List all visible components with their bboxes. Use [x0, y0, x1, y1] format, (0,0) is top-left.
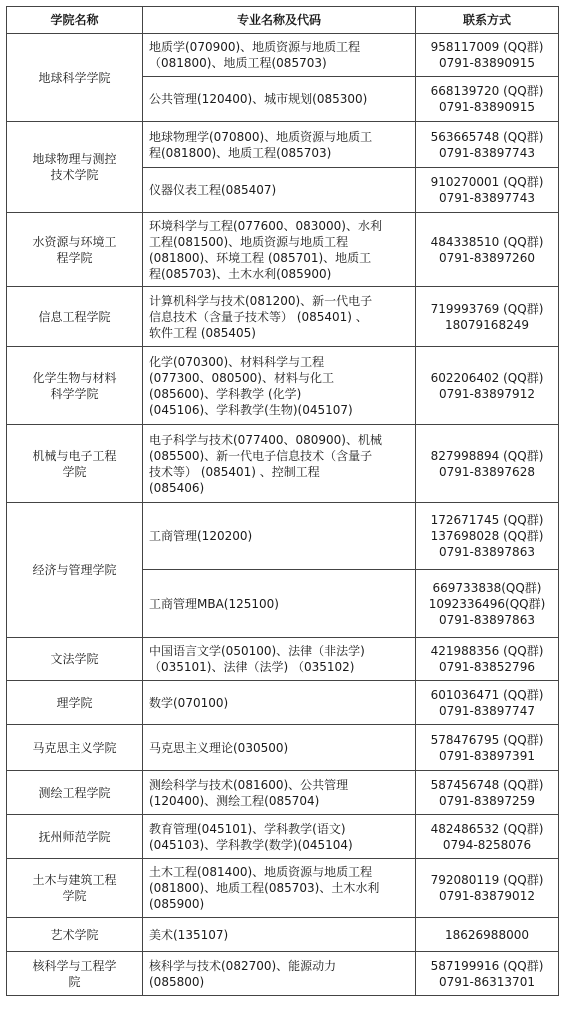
contact-line: 0791-83897747 [439, 703, 535, 718]
college-name-cell [7, 503, 143, 638]
college-name-cell [7, 425, 143, 503]
contact-line: 587199916 (QQ群) [430, 958, 544, 973]
college-name-cell [7, 918, 143, 952]
table-row [7, 638, 559, 681]
table-row [7, 503, 559, 570]
table-row [7, 771, 559, 815]
header-contact: 联系方式 [416, 7, 559, 34]
table-row [7, 122, 559, 168]
college-name: 化学生物与材料 [32, 370, 117, 385]
major-line: 软件工程 (085405) [149, 325, 256, 340]
college-name: 信息工程学院 [38, 309, 111, 324]
major-line: (045106)、学科教学(生物)(045107) [149, 402, 353, 417]
college-name-cell [7, 638, 143, 681]
contact-cell [416, 859, 559, 918]
major-cell [143, 122, 416, 168]
major-line: 程(085703)、土木水利(085900) [149, 266, 332, 281]
major-cell [143, 213, 416, 287]
college-name-cell [7, 859, 143, 918]
major-line: (045103)、学科教学(数学)(045104) [149, 837, 353, 852]
contact-cell [416, 952, 559, 996]
contact-cell [416, 122, 559, 168]
major-cell [143, 425, 416, 503]
college-name: 理学院 [56, 695, 93, 710]
contact-line: 0791-83897260 [439, 250, 535, 265]
college-name: 马克思主义学院 [32, 740, 117, 755]
college-name: 院 [68, 974, 81, 989]
major-line: (081800)、地质工程(085703)、土木水利 [149, 881, 380, 895]
contact-cell [416, 34, 559, 77]
major-line: (081800)、环境工程 (085701)、地质工 [149, 250, 372, 265]
major-line: 环境科学与工程(077600、083000)、水利 [149, 218, 382, 233]
contact-line: 910270001 (QQ群) [430, 175, 544, 189]
table-row [7, 347, 559, 425]
contact-line: 958117009 (QQ群) [430, 40, 544, 54]
contact-line: 827998894 (QQ群) [430, 448, 544, 463]
major-cell [143, 859, 416, 918]
major-line: (077300、080500)、材料与化工 [149, 370, 334, 385]
major-cell [143, 168, 416, 213]
contact-cell [416, 77, 559, 122]
college-name: 程学院 [56, 250, 93, 265]
college-name-cell [7, 681, 143, 725]
major-cell [143, 815, 416, 859]
major-line: 信息技术（含量子技术等） (085401) 、 [149, 309, 368, 324]
college-name-cell [7, 122, 143, 213]
table-row [7, 681, 559, 725]
major-line: （035101)、法律（法学) （035102) [149, 660, 355, 674]
table-row [7, 815, 559, 859]
college-name-cell [7, 213, 143, 287]
contact-cell [416, 681, 559, 725]
college-name: 核科学与工程学 [32, 958, 117, 973]
college-name: 地球科学学院 [38, 70, 111, 85]
contact-line: 578476795 (QQ群) [430, 732, 544, 747]
college-name-cell [7, 725, 143, 771]
contact-line: 563665748 (QQ群) [430, 129, 544, 144]
college-name: 学院 [62, 464, 87, 479]
college-name-cell [7, 771, 143, 815]
college-name-cell [7, 347, 143, 425]
major-line: 工商管理MBA(125100) [149, 596, 279, 611]
major-cell [143, 570, 416, 638]
major-line: 测绘科学与技术(081600)、公共管理 [149, 777, 349, 792]
college-name: 技术学院 [50, 168, 99, 182]
major-line: 地质学(070900)、地质资源与地质工程 [149, 40, 361, 54]
contact-cell [416, 815, 559, 859]
major-cell [143, 681, 416, 725]
contact-line: 18079168249 [445, 317, 529, 332]
college-name-cell [7, 952, 143, 996]
college-name: 测绘工程学院 [38, 785, 111, 800]
contact-line: 0791-86313701 [439, 974, 535, 989]
major-line: 地球物理学(070800)、地质资源与地质工 [149, 129, 373, 144]
contact-line: 0791-83897743 [439, 145, 535, 160]
major-line: 化学(070300)、材料科学与工程 [149, 354, 325, 369]
major-line: (085600)、学科教学 (化学) [149, 386, 302, 401]
major-line: 计算机科学与技术(081200)、新一代电子 [149, 293, 373, 308]
contact-line: 0791-83879012 [439, 889, 535, 903]
major-line: 核科学与技术(082700)、能源动力 [149, 958, 337, 973]
table-row [7, 859, 559, 918]
header-college: 学院名称 [7, 7, 143, 34]
college-name: 科学学院 [50, 386, 99, 401]
contact-cell [416, 425, 559, 503]
major-line: 美术(135107) [149, 927, 229, 942]
contact-line: 0791-83897863 [439, 545, 535, 559]
major-line: 工程(081500)、地质资源与地质工程 [149, 234, 349, 249]
major-line: 电子科学与技术(077400、080900)、机械 [149, 432, 382, 447]
contact-cell [416, 570, 559, 638]
major-cell [143, 638, 416, 681]
major-line: 中国语言文学(050100)、法律（非法学) [149, 644, 365, 658]
major-line: （081800)、地质工程(085703) [149, 56, 327, 70]
college-contact-table [6, 6, 559, 996]
contact-cell [416, 725, 559, 771]
table-row [7, 34, 559, 77]
major-line: 教育管理(045101)、学科教学(语文) [149, 821, 346, 836]
contact-line: 669733838(QQ群) [432, 580, 542, 595]
contact-line: 0791-83897391 [439, 748, 535, 763]
major-line: (120400)、测绘工程(085704) [149, 793, 320, 808]
major-line: 土木工程(081400)、地质资源与地质工程 [149, 865, 373, 879]
contact-line: 482486532 (QQ群) [430, 821, 544, 836]
college-name: 学院 [62, 889, 87, 903]
contact-line: 0791-83897912 [439, 386, 535, 401]
contact-cell [416, 347, 559, 425]
contact-line: 0791-83897259 [439, 793, 535, 808]
college-name-cell [7, 287, 143, 347]
major-line: 仪器仪表工程(085407) [149, 183, 277, 197]
contact-line: 668139720 (QQ群) [430, 84, 544, 98]
major-line: 工商管理(120200) [149, 529, 253, 543]
contact-line: 0794-8258076 [442, 837, 532, 852]
college-name-cell [7, 815, 143, 859]
major-cell [143, 771, 416, 815]
college-name: 水资源与环境工 [32, 234, 117, 249]
major-line: (085900) [149, 897, 205, 911]
major-line: 技术等） (085401) 、控制工程 [149, 464, 320, 479]
major-line: 马克思主义理论(030500) [149, 740, 289, 755]
major-cell [143, 347, 416, 425]
contact-line: 719993769 (QQ群) [430, 301, 544, 316]
header-major: 专业名称及代码 [143, 7, 416, 34]
college-name: 经济与管理学院 [32, 563, 117, 577]
contact-line: 0791-83890915 [439, 100, 535, 114]
major-cell [143, 952, 416, 996]
contact-line: 484338510 (QQ群) [430, 234, 544, 249]
contact-cell [416, 503, 559, 570]
contact-line: 137698028 (QQ群) [430, 529, 544, 543]
contact-line: 792080119 (QQ群) [430, 873, 544, 887]
major-line: (085500)、新一代电子信息技术（含量子 [149, 448, 373, 463]
major-cell [143, 287, 416, 347]
table-row [7, 213, 559, 287]
major-line: 公共管理(120400)、城市规划(085300) [149, 92, 368, 106]
table-header-row [7, 7, 559, 34]
contact-line: 587456748 (QQ群) [430, 777, 544, 792]
college-name: 抚州师范学院 [38, 829, 111, 844]
table-row [7, 952, 559, 996]
major-line: (085406) [149, 480, 205, 495]
college-name-cell [7, 34, 143, 122]
major-cell [143, 503, 416, 570]
table-row [7, 918, 559, 952]
table-row [7, 725, 559, 771]
contact-cell [416, 213, 559, 287]
contact-line: 1092336496(QQ群) [428, 596, 546, 611]
major-cell [143, 77, 416, 122]
major-cell [143, 725, 416, 771]
contact-line: 421988356 (QQ群) [430, 644, 544, 658]
college-name: 机械与电子工程 [32, 448, 117, 463]
major-cell [143, 918, 416, 952]
college-name: 地球物理与测控 [32, 152, 117, 166]
contact-line: 18626988000 [445, 927, 529, 942]
contact-line: 0791-83897628 [439, 464, 535, 479]
college-name: 艺术学院 [50, 927, 99, 942]
table-row [7, 287, 559, 347]
contact-line: 0791-83852796 [439, 660, 535, 674]
contact-line: 0791-83897743 [439, 191, 535, 205]
contact-cell [416, 638, 559, 681]
contact-line: 0791-83890915 [439, 56, 535, 70]
contact-line: 172671745 (QQ群) [430, 513, 544, 527]
college-name: 土木与建筑工程 [32, 873, 117, 887]
contact-cell [416, 918, 559, 952]
table-row [7, 425, 559, 503]
contact-line: 602206402 (QQ群) [430, 370, 544, 385]
college-name: 文法学院 [50, 652, 99, 666]
major-cell [143, 34, 416, 77]
major-line: 程(081800)、地质工程(085703) [149, 145, 332, 160]
major-line: (085800) [149, 974, 205, 989]
contact-cell [416, 168, 559, 213]
contact-line: 601036471 (QQ群) [430, 687, 544, 702]
major-line: 数学(070100) [149, 695, 229, 710]
contact-line: 0791-83897863 [439, 612, 535, 627]
contact-cell [416, 771, 559, 815]
contact-cell [416, 287, 559, 347]
